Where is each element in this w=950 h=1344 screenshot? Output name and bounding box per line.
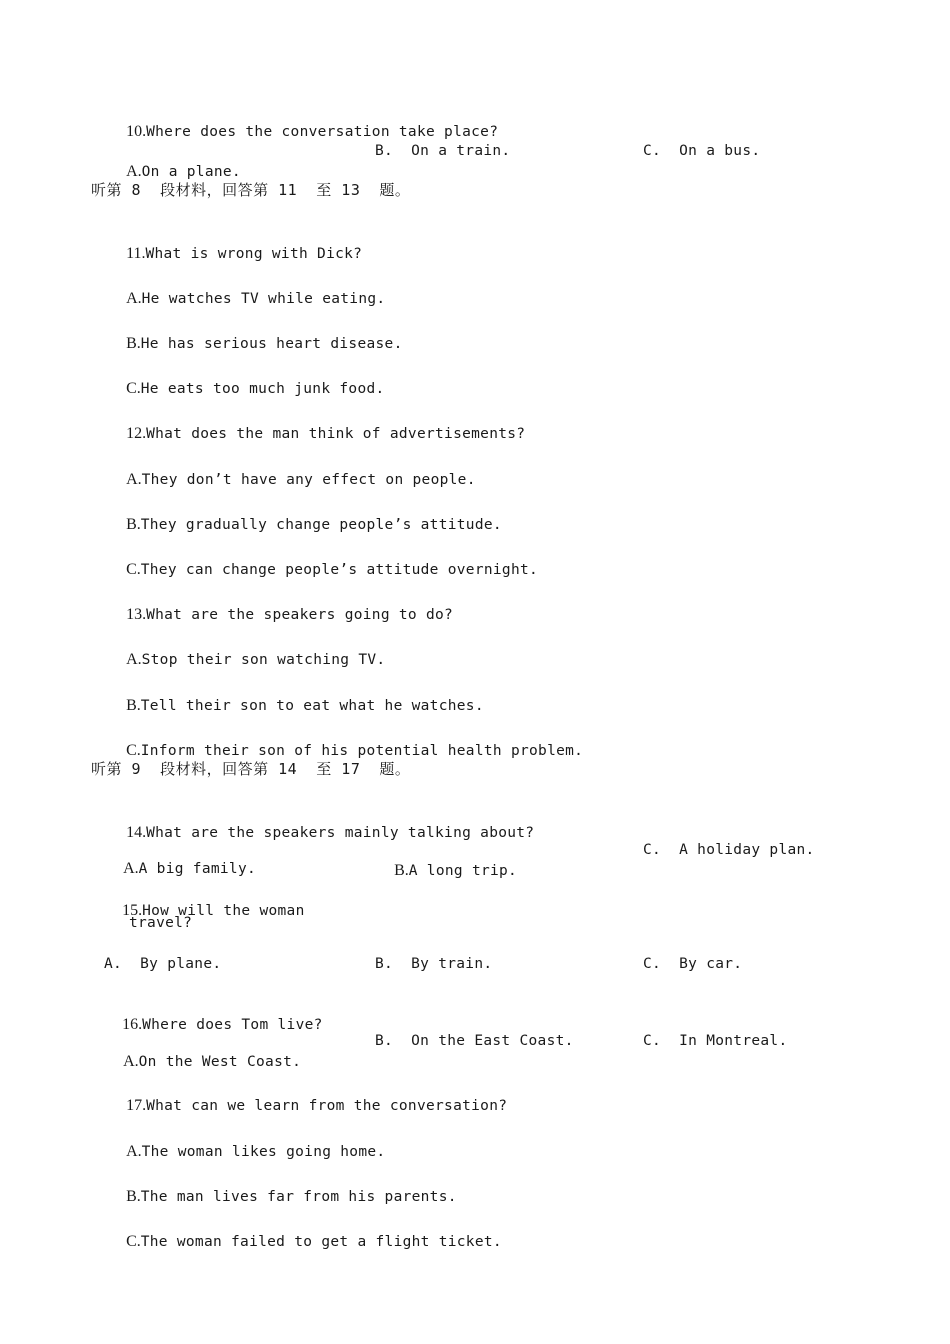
option-text: They gradually change people’s attitude. [140, 517, 502, 533]
question-11 [108, 223, 362, 264]
option-b [108, 313, 403, 354]
option-text: The woman likes going home. [141, 1144, 386, 1160]
question-number: 16. [122, 1016, 143, 1033]
option-label: A. [126, 163, 142, 180]
option-b: B. On the East Coast. [375, 1033, 574, 1049]
option-text: He watches TV while eating. [141, 291, 386, 307]
option-label: B. [126, 335, 141, 352]
option-a [108, 268, 385, 309]
question-13 [108, 584, 453, 625]
question-stem: What does the man think of advertisements? [146, 426, 526, 442]
option-c [108, 539, 538, 580]
option-a [108, 141, 241, 182]
question-12 [108, 403, 525, 444]
option-a [108, 1121, 385, 1162]
question-stem-continued: travel? [129, 915, 193, 931]
option-text: Inform their son of his potential health problem. [140, 743, 584, 759]
option-text: The woman failed to get a flight ticket. [140, 1234, 502, 1250]
question-number: 13. [126, 606, 147, 623]
question-16 [104, 994, 323, 1035]
option-c: C. On a bus. [643, 143, 761, 159]
question-stem: What is wrong with Dick? [145, 246, 363, 262]
option-text: On the West Coast. [138, 1054, 302, 1070]
option-text: He eats too much junk food. [140, 381, 385, 397]
question-number: 17. [126, 1097, 147, 1114]
option-b [108, 494, 502, 535]
option-a [105, 1031, 301, 1072]
option-label: B. [126, 1188, 141, 1205]
option-label: A. [126, 471, 142, 488]
option-text: They don’t have any effect on people. [141, 472, 476, 488]
option-text: He has serious heart disease. [140, 336, 403, 352]
option-text: A long trip. [408, 863, 518, 879]
option-c [108, 1211, 502, 1252]
question-number: 10. [126, 123, 147, 140]
option-b: B. By train. [375, 956, 493, 972]
option-c: C. By car. [643, 956, 743, 972]
option-b [108, 675, 484, 716]
option-label: C. [126, 561, 141, 578]
option-label: A. [123, 1053, 139, 1070]
option-a [108, 629, 385, 670]
option-label: B. [126, 516, 141, 533]
section-header: 听第 9 段材料，回答第 14 至 17 题。 [91, 760, 411, 778]
option-c: C. In Montreal. [643, 1033, 788, 1049]
option-label: B. [394, 862, 409, 879]
question-stem: What can we learn from the conversation? [146, 1098, 508, 1114]
option-label: A. [126, 651, 142, 668]
option-a: A. By plane. [104, 956, 222, 972]
option-text: On a plane. [141, 164, 241, 180]
question-17 [108, 1075, 507, 1116]
question-14 [108, 802, 534, 843]
option-label: C. [126, 380, 141, 397]
option-c [108, 720, 583, 761]
question-stem: What are the speakers mainly talking about? [146, 825, 535, 841]
option-b [376, 840, 517, 881]
question-10 [108, 101, 498, 142]
option-a [108, 449, 476, 490]
question-stem: Where does Tom live? [142, 1017, 323, 1033]
question-number: 12. [126, 425, 147, 442]
option-label: C. [126, 742, 141, 759]
question-stem: How will the woman [142, 903, 305, 919]
option-c [108, 358, 385, 399]
question-stem: What are the speakers going to do? [146, 607, 454, 623]
question-number: 11. [126, 245, 146, 262]
option-text: Stop their son watching TV. [141, 652, 386, 668]
option-b: B. On a train. [375, 143, 511, 159]
option-c: C. A holiday plan. [643, 842, 815, 858]
question-number: 15. [122, 902, 143, 919]
option-label: A. [123, 860, 139, 877]
section-header: 听第 8 段材料，回答第 11 至 13 题。 [91, 181, 411, 199]
option-text: They can change people’s attitude overnight. [140, 562, 539, 578]
option-label: B. [126, 697, 141, 714]
option-text: Tell their son to eat what he watches. [140, 698, 484, 714]
option-text: The man lives far from his parents. [140, 1189, 457, 1205]
option-b [108, 1166, 457, 1207]
question-number: 14. [126, 824, 147, 841]
option-a [105, 838, 256, 879]
question-stem: Where does the conversation take place? [146, 124, 499, 140]
option-label: A. [126, 1143, 142, 1160]
option-text: A big family. [138, 861, 257, 877]
option-label: C. [126, 1233, 141, 1250]
option-label: A. [126, 290, 142, 307]
